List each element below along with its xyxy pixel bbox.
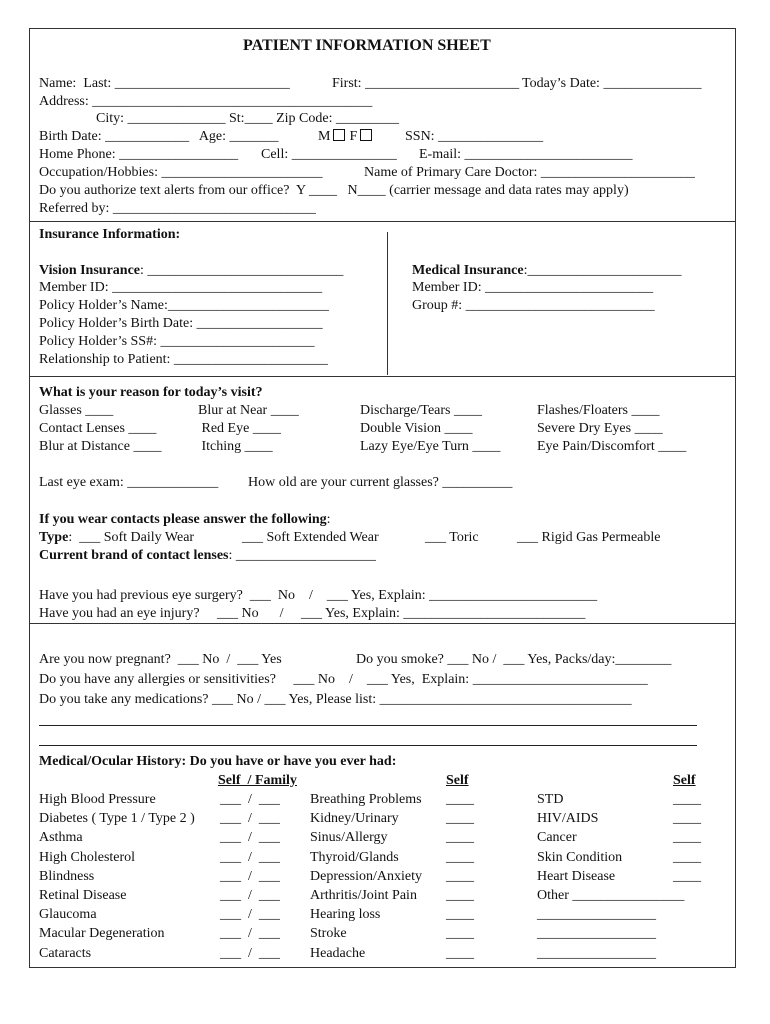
medications-question[interactable]: Do you take any medications? ___ No / ___ Yes, Please list: ____________________________________ — [39, 692, 632, 707]
history-heading: Medical/Ocular History: Do you have or have you ever had: — [39, 754, 397, 769]
insurance-heading: Insurance Information: — [39, 227, 181, 242]
history-condition-label: Depression/Anxiety — [310, 868, 422, 884]
history-condition-label: STD — [537, 792, 564, 807]
policy-holder-name-field[interactable]: Policy Holder’s Name:_______________________ — [39, 298, 329, 313]
history-condition-label: Skin Condition — [537, 849, 623, 865]
contact-type-label: Type — [39, 530, 69, 545]
eye-injury-question[interactable]: Have you had an eye injury? ___ No / ___ Yes, Explain: __________________________ — [39, 606, 586, 621]
vision-member-id-field[interactable]: Member ID: ______________________________ — [39, 280, 323, 295]
visit-option[interactable]: Lazy Eye/Eye Turn ____ — [360, 439, 501, 454]
visit-option[interactable]: Glasses ____ — [39, 403, 114, 418]
group-number-field[interactable]: Group #: ___________________________ — [412, 298, 655, 313]
contacts-heading-colon: : — [326, 512, 331, 527]
history-answer-blank[interactable]: ____ — [446, 945, 474, 961]
history-condition-label: _________________ — [537, 945, 656, 961]
history-condition-label: Macular Degeneration — [39, 926, 165, 942]
referred-by-field[interactable]: Referred by: _____________________________ — [39, 201, 316, 216]
history-condition-label: High Blood Pressure — [39, 792, 156, 807]
history-condition-label: Asthma — [39, 830, 83, 846]
smoke-question[interactable]: Do you smoke? ___ No / ___ Yes, Packs/day:________ — [356, 652, 672, 667]
history-answer-blank[interactable]: ____ — [673, 792, 701, 807]
history-condition-label: Other ________________ — [537, 888, 685, 903]
history-condition-label: Blindness — [39, 868, 95, 884]
history-condition-label: Stroke — [310, 926, 347, 942]
history-condition-label: Arthritis/Joint Pain — [310, 888, 417, 903]
history-answer-blank[interactable]: ____ — [446, 926, 474, 942]
visit-option[interactable]: Contact Lenses ____ — [39, 421, 157, 436]
contacts-heading — [39, 511, 331, 528]
history-answer-blank[interactable]: ___ / ___ — [220, 849, 280, 865]
vision-insurance-blank: : ____________________________ — [140, 263, 344, 278]
policy-holder-birth-field[interactable]: Policy Holder’s Birth Date: __________________ — [39, 316, 323, 331]
female-label: F — [349, 129, 358, 144]
form-title: PATIENT INFORMATION SHEET — [243, 37, 491, 54]
history-condition-label: Diabetes ( Type 1 / Type 2 ) — [39, 811, 195, 827]
section-divider — [30, 376, 735, 377]
medical-insurance-label: Medical Insurance — [412, 263, 524, 278]
history-answer-blank[interactable]: ____ — [673, 811, 701, 827]
contact-brand-field[interactable] — [39, 547, 376, 564]
history-condition-label: Retinal Disease — [39, 888, 127, 903]
patient-information-form — [29, 28, 736, 968]
history-condition-label: High Cholesterol — [39, 849, 136, 865]
history-answer-blank[interactable]: ____ — [673, 849, 701, 865]
history-answer-blank[interactable]: ____ — [446, 888, 474, 903]
history-condition-label: Headache — [310, 945, 366, 961]
visit-option[interactable]: Blur at Near ____ — [198, 403, 299, 418]
history-answer-blank[interactable]: ____ — [446, 849, 474, 865]
history-answer-blank[interactable]: ____ — [446, 830, 474, 846]
contact-type-soft-extended[interactable]: ___ Soft Extended Wear — [242, 530, 379, 545]
history-answer-blank[interactable]: ___ / ___ — [220, 811, 280, 827]
eye-surgery-question[interactable]: Have you had previous eye surgery? ___ No / ___ Yes, Explain: ________________________ — [39, 588, 598, 603]
history-answer-blank[interactable]: ___ / ___ — [220, 868, 280, 884]
history-answer-blank[interactable]: ____ — [446, 907, 474, 923]
history-answer-blank[interactable]: ___ / ___ — [220, 888, 280, 903]
soft-daily-option: : ___ Soft Daily Wear — [68, 530, 195, 545]
history-condition-label: Thyroid/Glands — [310, 849, 399, 865]
history-condition-label: Kidney/Urinary — [310, 811, 399, 827]
city-state-zip-field[interactable]: City: ______________ St:____ Zip Code: _________ — [96, 111, 399, 126]
history-condition-label: Heart Disease — [537, 868, 616, 884]
vision-insurance-label: Vision Insurance — [39, 263, 141, 278]
primary-care-doctor-field[interactable]: Name of Primary Care Doctor: ______________________ — [364, 165, 695, 180]
contact-brand-blank: : ____________________ — [228, 548, 376, 563]
history-condition-label: Hearing loss — [310, 907, 381, 923]
self-header: Self — [446, 773, 469, 788]
history-condition-label: Breathing Problems — [310, 792, 422, 807]
text-alerts-question[interactable]: Do you authorize text alerts from our office? Y ____ N____ (carrier message and data rates may apply) — [39, 183, 629, 198]
visit-option[interactable]: Blur at Distance ____ — [39, 439, 162, 454]
history-condition-label: HIV/AIDS — [537, 811, 599, 827]
address-field[interactable]: Address: ________________________________________ — [39, 94, 373, 109]
history-condition-label: Cancer — [537, 830, 577, 846]
history-answer-blank[interactable]: ____ — [673, 830, 701, 846]
medical-insurance-blank: :______________________ — [523, 263, 682, 278]
policy-holder-ss-field[interactable]: Policy Holder’s SS#: ______________________ — [39, 334, 315, 349]
home-phone-field[interactable]: Home Phone: _________________ — [39, 147, 239, 162]
self-header: Self — [673, 773, 696, 788]
vision-insurance-field[interactable] — [39, 262, 343, 279]
history-condition-label: _________________ — [537, 907, 656, 923]
insurance-column-divider — [387, 232, 388, 375]
history-answer-blank[interactable]: ___ / ___ — [220, 926, 280, 942]
history-answer-blank[interactable]: ___ / ___ — [220, 907, 280, 923]
history-condition-label: _________________ — [537, 926, 656, 942]
visit-reason-heading: What is your reason for today’s visit? — [39, 385, 263, 400]
history-condition-label: Sinus/Allergy — [310, 830, 388, 846]
last-name-field[interactable]: Name: Last: _________________________ — [39, 76, 290, 91]
birth-age-field[interactable]: Birth Date: ____________ Age: _______ — [39, 129, 279, 144]
history-answer-blank[interactable]: ____ — [446, 811, 474, 827]
history-answer-blank[interactable]: ____ — [446, 868, 474, 884]
history-answer-blank[interactable]: ____ — [446, 792, 474, 807]
relationship-field[interactable]: Relationship to Patient: ______________________ — [39, 352, 328, 367]
medication-list-line[interactable] — [39, 745, 697, 746]
history-answer-blank[interactable]: ___ / ___ — [220, 792, 280, 807]
history-condition-label: Glaucoma — [39, 907, 97, 923]
todays-date-field[interactable]: Today’s Date: ______________ — [522, 76, 702, 91]
last-eye-exam-field[interactable]: Last eye exam: _____________ — [39, 475, 219, 490]
section-divider — [30, 221, 735, 222]
pregnant-question[interactable]: Are you now pregnant? ___ No / ___ Yes — [39, 652, 282, 667]
self-family-header: Self / Family — [218, 773, 297, 788]
history-answer-blank[interactable]: ___ / ___ — [220, 945, 280, 961]
ssn-field[interactable]: SSN: _______________ — [405, 129, 544, 144]
sex-selector — [318, 128, 372, 145]
contact-brand-label: Current brand of contact lenses — [39, 548, 229, 563]
medication-list-line[interactable] — [39, 725, 697, 726]
visit-option[interactable]: Discharge/Tears ____ — [360, 403, 483, 418]
visit-option[interactable]: Red Eye ____ — [198, 421, 281, 436]
male-label: M — [318, 129, 331, 144]
occupation-field[interactable]: Occupation/Hobbies: _______________________ — [39, 165, 323, 180]
contacts-heading-text: If you wear contacts please answer the following — [39, 512, 327, 527]
medical-member-id-field[interactable]: Member ID: ________________________ — [412, 280, 654, 295]
email-field[interactable]: E-mail: ________________________ — [419, 147, 633, 162]
male-checkbox[interactable] — [333, 129, 345, 141]
contact-type-toric[interactable]: ___ Toric — [425, 530, 479, 545]
history-condition-label: Cataracts — [39, 945, 92, 961]
medical-insurance-field[interactable] — [412, 262, 682, 279]
visit-option[interactable]: Itching ____ — [198, 439, 273, 454]
visit-option[interactable]: Flashes/Floaters ____ — [537, 403, 660, 418]
visit-option[interactable]: Double Vision ____ — [360, 421, 473, 436]
section-divider — [30, 623, 735, 624]
history-answer-blank[interactable]: ___ / ___ — [220, 830, 280, 846]
first-name-field[interactable]: First: ______________________ — [332, 76, 520, 91]
contact-type-soft-daily[interactable] — [39, 529, 194, 546]
glasses-age-field[interactable]: How old are your current glasses? __________ — [248, 475, 513, 490]
allergies-question[interactable]: Do you have any allergies or sensitivities? ___ No / ___ Yes, Explain: _________________________ — [39, 672, 648, 687]
cell-phone-field[interactable]: Cell: _______________ — [261, 147, 397, 162]
visit-option[interactable]: Eye Pain/Discomfort ____ — [537, 439, 687, 454]
history-answer-blank[interactable]: ____ — [673, 868, 701, 884]
female-checkbox[interactable] — [360, 129, 372, 141]
visit-option[interactable]: Severe Dry Eyes ____ — [537, 421, 663, 436]
contact-type-rgp[interactable]: ___ Rigid Gas Permeable — [517, 530, 661, 545]
